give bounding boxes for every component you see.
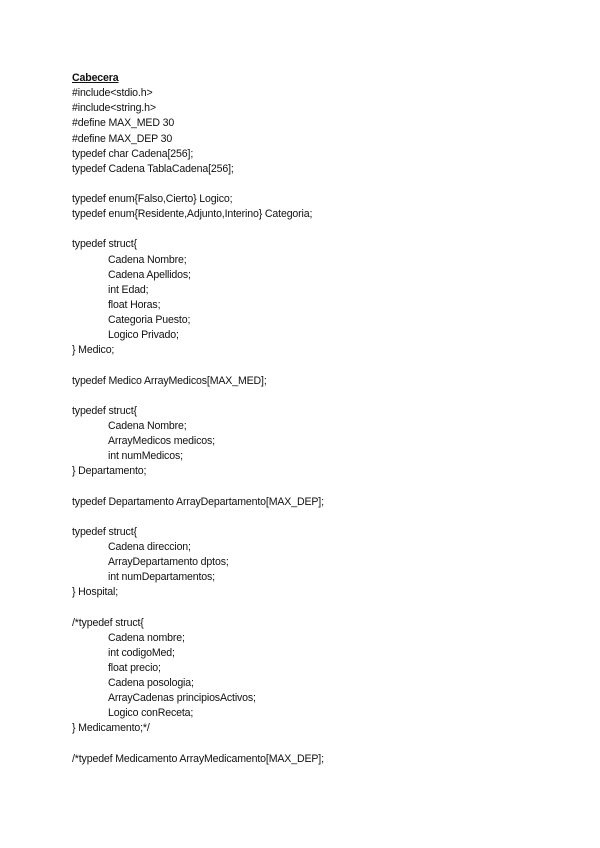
code-line: typedef enum{Falso,Cierto} Logico; [72, 193, 233, 205]
code-line: ArrayCadenas principiosActivos; [108, 692, 256, 705]
code-line: int codigoMed; [108, 646, 175, 659]
blank-line [72, 510, 324, 525]
code-line: } Hospital; [72, 586, 119, 599]
document-page [72, 71, 324, 767]
code-line: Categoria Puesto; [108, 314, 191, 326]
code-line: Cadena direccion; [108, 540, 191, 553]
code-line: Cadena Nombre; [108, 253, 187, 266]
code-listing [72, 86, 324, 767]
code-line: int Edad; [108, 283, 149, 296]
code-line: ArrayDepartamento dptos; [108, 556, 229, 568]
blank-line [72, 358, 324, 373]
code-line: float precio; [108, 661, 161, 674]
code-line: Logico Privado; [108, 329, 179, 342]
code-line: float Horas; [108, 298, 161, 311]
code-line: Cadena Apellidos; [108, 268, 191, 281]
code-line: Cadena nombre; [108, 631, 185, 644]
blank-line [72, 389, 324, 404]
code-line: #define MAX_MED 30 [72, 117, 175, 130]
code-line: typedef struct{ [72, 404, 137, 417]
code-line: typedef struct{ [72, 238, 137, 251]
section-heading: Cabecera [72, 72, 119, 84]
blank-line [72, 222, 324, 237]
blank-line [72, 177, 324, 192]
code-line: Cadena posologia; [108, 677, 194, 689]
blank-line [72, 479, 324, 494]
code-line: #include<stdio.h> [72, 87, 153, 100]
code-line: Logico conReceta; [108, 707, 194, 720]
code-line: typedef char Cadena[256]; [72, 147, 194, 160]
code-line: } Medico; [72, 344, 115, 357]
code-line: int numMedicos; [108, 450, 183, 463]
code-line: } Departamento; [72, 465, 147, 478]
code-line: ArrayMedicos medicos; [108, 435, 215, 447]
code-line: typedef struct{ [72, 525, 137, 538]
code-line: } Medicamento;*/ [72, 722, 150, 735]
code-line: #include<string.h> [72, 102, 156, 115]
blank-line [72, 737, 324, 752]
code-line: /*typedef struct{ [72, 616, 144, 629]
code-line: #define MAX_DEP 30 [72, 132, 173, 145]
code-line: typedef Cadena TablaCadena[256]; [72, 162, 234, 175]
code-line: int numDepartamentos; [108, 571, 215, 584]
code-line: Cadena Nombre; [108, 419, 187, 432]
code-line: typedef Medico ArrayMedicos[MAX_MED]; [72, 374, 267, 387]
blank-line [72, 600, 324, 615]
code-line: typedef enum{Residente,Adjunto,Interino} Categoria; [72, 208, 313, 221]
code-line: typedef Departamento ArrayDepartamento[MAX_DEP]; [72, 495, 324, 508]
code-line: /*typedef Medicamento ArrayMedicamento[MAX_DEP]; [72, 752, 324, 765]
